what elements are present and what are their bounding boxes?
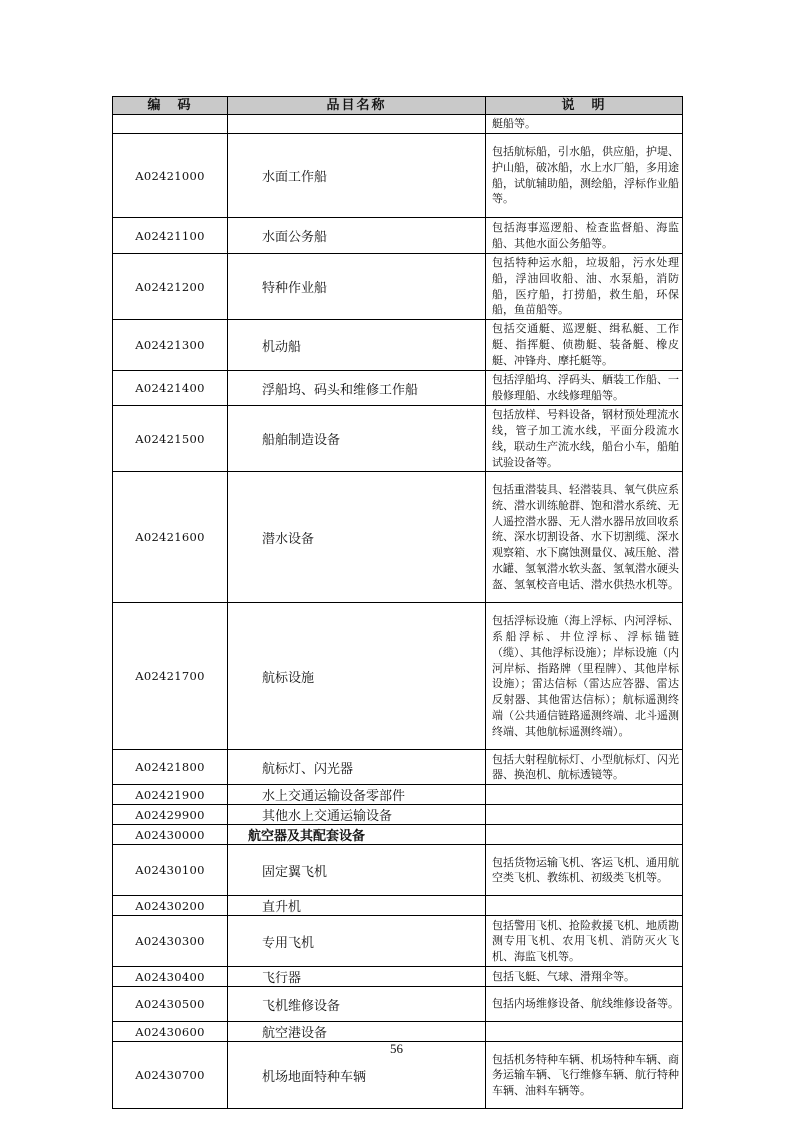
table-row <box>113 805 683 825</box>
item-description <box>486 825 683 845</box>
table-row <box>113 967 683 987</box>
item-name: 浮船坞、码头和维修工作船 <box>228 371 486 406</box>
item-name: 潜水设备 <box>228 472 486 603</box>
item-code: A02430300 <box>113 916 228 967</box>
table-row <box>113 472 683 603</box>
item-code: A02421300 <box>113 320 228 371</box>
item-name: 航空港设备 <box>228 1022 486 1042</box>
item-code: A02430500 <box>113 987 228 1022</box>
item-description: 包括浮船坞、浮码头、舾装工作船、一般修理船、水线修理船等。 <box>486 371 683 406</box>
table-row <box>113 218 683 254</box>
item-name: 飞机维修设备 <box>228 987 486 1022</box>
table-row <box>113 987 683 1022</box>
item-description: 包括特种运水船，垃圾船，污水处理船，浮油回收船、油、水泵船，消防船，医疗船，打捞船，救生船，环保船，鱼苗船等。 <box>486 254 683 320</box>
header-item-name: 品目名称 <box>228 97 486 115</box>
table-row <box>113 134 683 218</box>
item-name: 水面工作船 <box>228 134 486 218</box>
item-code: A02430100 <box>113 845 228 896</box>
table-row <box>113 254 683 320</box>
item-description: 包括机务特种车辆、机场特种车辆、商务运输车辆、飞行维修车辆、航行特种车辆、油料车辆等。 <box>486 1042 683 1109</box>
item-name: 飞行器 <box>228 967 486 987</box>
item-name: 机动船 <box>228 320 486 371</box>
item-name: 直升机 <box>228 896 486 916</box>
item-code: A02421400 <box>113 371 228 406</box>
table-row <box>113 1022 683 1042</box>
table-row <box>113 371 683 406</box>
table-row <box>113 825 683 845</box>
item-description: 包括大射程航标灯、小型航标灯、闪光器、换泡机、航标透镜等。 <box>486 750 683 785</box>
table-row <box>113 406 683 472</box>
item-description <box>486 805 683 825</box>
table-header-row <box>113 97 683 115</box>
item-code: A02430400 <box>113 967 228 987</box>
item-name <box>228 115 486 134</box>
catalog-table <box>112 96 683 1109</box>
table-row <box>113 320 683 371</box>
item-name: 航标设施 <box>228 603 486 750</box>
item-code: A02430700 <box>113 1042 228 1109</box>
item-code: A02421600 <box>113 472 228 603</box>
catalog-table-container <box>112 96 682 1109</box>
item-name: 船舶制造设备 <box>228 406 486 472</box>
item-name: 水面公务船 <box>228 218 486 254</box>
item-name: 航标灯、闪光器 <box>228 750 486 785</box>
item-name: 专用飞机 <box>228 916 486 967</box>
item-name: 特种作业船 <box>228 254 486 320</box>
item-description <box>486 896 683 916</box>
table-row <box>113 845 683 896</box>
item-description <box>486 785 683 805</box>
table-row <box>113 750 683 785</box>
item-description: 包括警用飞机、抢险救援飞机、地质勘测专用飞机、农用飞机、消防灭火飞机、海监飞机等。 <box>486 916 683 967</box>
item-code: A02421800 <box>113 750 228 785</box>
item-name: 固定翼飞机 <box>228 845 486 896</box>
item-code: A02421100 <box>113 218 228 254</box>
item-description: 包括航标船，引水船，供应船，护堤、护山船，破冰船，水上水厂船，多用途船，试航辅助船，测绘船，浮标作业船等。 <box>486 134 683 218</box>
item-code: A02430000 <box>113 825 228 845</box>
item-code: A02421200 <box>113 254 228 320</box>
item-description: 包括交通艇、巡逻艇、缉私艇、工作艇、指挥艇、侦勘艇、装备艇、橡皮艇、冲锋舟、摩托艇等。 <box>486 320 683 371</box>
item-code: A02430600 <box>113 1022 228 1042</box>
item-name: 水上交通运输设备零部件 <box>228 785 486 805</box>
item-code: A02421700 <box>113 603 228 750</box>
item-description <box>486 1022 683 1042</box>
table-row <box>113 916 683 967</box>
item-description: 包括货物运输飞机、客运飞机、通用航空类飞机、教练机、初级类飞机等。 <box>486 845 683 896</box>
header-description: 说 明 <box>486 97 683 115</box>
table-row <box>113 603 683 750</box>
item-description: 包括海事巡逻船、检查监督船、海监船、其他水面公务船等。 <box>486 218 683 254</box>
item-code: A02430200 <box>113 896 228 916</box>
table-row <box>113 896 683 916</box>
item-name: 其他水上交通运输设备 <box>228 805 486 825</box>
item-code <box>113 115 228 134</box>
item-description: 包括重潜装具、轻潜装具、氧气供应系统、潜水训练舱群、饱和潜水系统、无人遥控潜水器、无人潜水器吊放回收系统、深水切割设备、水下切割缆、深水观察箱、水下腐蚀测量仪、减压舱、潜水罐、氢氧潜水软头盔、氢氧潜水硬头盔、氢氧校音电话、潜水供热水机等。 <box>486 472 683 603</box>
item-code: A02421000 <box>113 134 228 218</box>
page-number: 56 <box>390 1041 403 1056</box>
table-row <box>113 785 683 805</box>
item-description: 艇船等。 <box>486 115 683 134</box>
item-code: A02429900 <box>113 805 228 825</box>
item-code: A02421900 <box>113 785 228 805</box>
item-description: 包括内场维修设备、航线维修设备等。 <box>486 987 683 1022</box>
table-body <box>113 115 683 1109</box>
item-description: 包括浮标设施（海上浮标、内河浮标、系船浮标、井位浮标、浮标锚链（缆）、其他浮标设施）；岸标设施（内河岸标、指路牌（里程牌）、其他岸标设施）；雷达信标（雷达应答器、雷达反射器、其他雷达信标）；航标遥测终端（公共通信链路遥测终端、北斗遥测终端、其他航标遥测终端）。 <box>486 603 683 750</box>
item-description: 包括放样、号料设备，钢材预处理流水线，管子加工流水线，平面分段流水线，联动生产流水线，船台小车，船舶试验设备等。 <box>486 406 683 472</box>
item-name: 机场地面特种车辆 <box>228 1042 486 1109</box>
item-description: 包括飞艇、气球、滑翔伞等。 <box>486 967 683 987</box>
item-name: 航空器及其配套设备 <box>228 825 486 845</box>
table-row <box>113 115 683 134</box>
item-code: A02421500 <box>113 406 228 472</box>
header-code: 编 码 <box>113 97 228 115</box>
